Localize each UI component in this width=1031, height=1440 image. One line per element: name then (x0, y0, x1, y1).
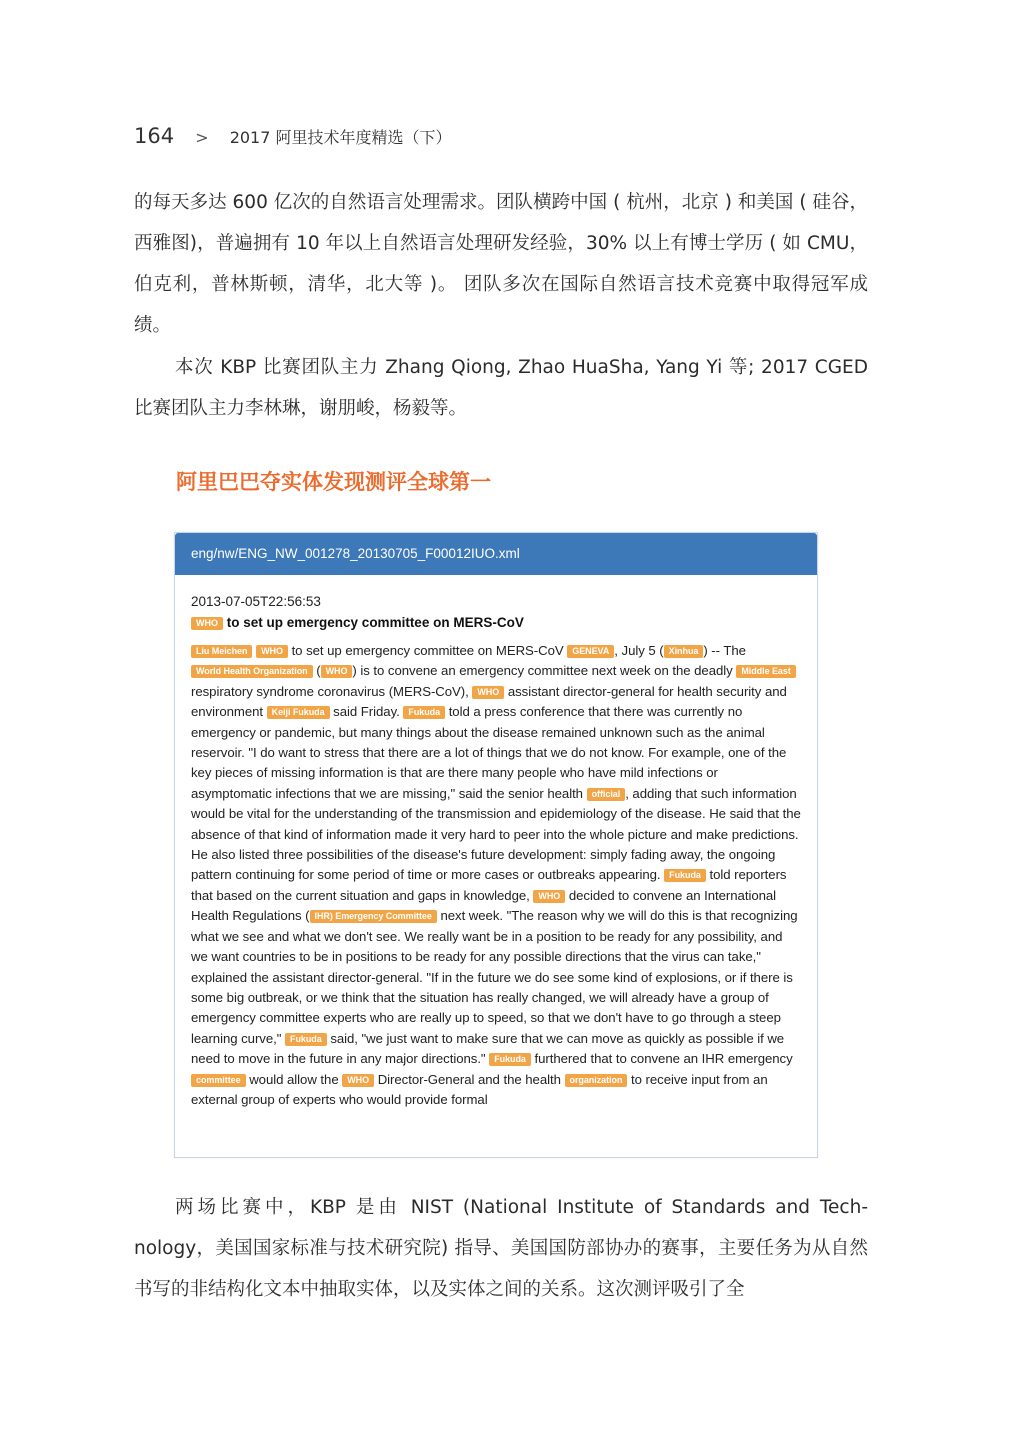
article-segment: decided to convene an International Health Regulations ( (191, 887, 777, 924)
header-separator: > (195, 128, 209, 147)
entity-tag: WHO (472, 686, 504, 699)
figure-title-text: to set up emergency committee on MERS-CoV (226, 615, 524, 630)
paragraph-team-intro: 的每天多达 600 亿次的自然语言处理需求。团队横跨中国 ( 杭州，北京 ) 和美国 ( 硅谷，西雅图)，普遍拥有 10 年以上自然语言处理研发经验，30% 以上有博士学历 ( 如 CMU，伯克利，普林斯顿，清华，北大等 )。 团队多次在国际自然语言技术竞赛中取得冠军成绩。 (134, 192, 868, 336)
article-segment: told a press conference that there was currently no emergency or pandemic, but many things about the disease remained unknown such as the animal reservoir. "I do want to stress that there are a lot of things that we do not know. For example, one of the key pieces of missing information is that are there many people who have mild infections or asymptomatic infections that we are missing," said the senior health (191, 704, 787, 801)
article-segment: furthered that to convene an IHR emergency (530, 1051, 793, 1067)
article-segment: ( (312, 663, 321, 679)
figure-article-text (191, 641, 801, 1110)
entity-tag: WHO (533, 890, 565, 903)
figure-title (191, 613, 801, 633)
entity-tag: WHO (256, 645, 288, 658)
article-segment: Director-General and the health (374, 1071, 565, 1087)
entity-tag: Fukuda (285, 1033, 327, 1046)
article-segment: , adding that such information would be vital for the understanding of the transmission and epidemiology of the disease. He said that the absence of that kind of information made it very hard to peer into the whole picture and make predictions. He also listed three possibilities of the disease's future development: simply fading away, the ongoing pattern continuing for some period of time or more cases or outbreaks appearing. (191, 785, 801, 883)
article-segment: , July 5 ( (614, 643, 664, 658)
article-segment: ) is to convene an emergency committee next week on the deadly (352, 663, 737, 679)
entity-tag: Xinhua (664, 645, 704, 658)
page-number: 164 (134, 124, 175, 148)
entity-tag: Fukuda (489, 1053, 531, 1066)
entity-tag: WHO (191, 617, 223, 630)
entity-tag: committee (191, 1074, 246, 1087)
entity-tag: Fukuda (403, 706, 445, 719)
entity-discovery-figure (174, 532, 818, 1158)
article-segment: next week. "The reason why we will do this is that recognizing what we see and what we don't see. We really want be in a position to be ready for any possibility, and we want countries to be in positions to be ready for any possible directions that the virus can take," explained the assistant director-general. "If in the future we do see some kind of explosions, or if there is some big outbreak, or we think that the situation has really changed, we will already have a group of emergency committee experts who are really up to speed, so that we don't have to go through a steep learning curve," (191, 908, 798, 1046)
article-segment: respiratory syndrome coronavirus (MERS-CoV), (191, 683, 473, 699)
article-segment: would allow the (245, 1071, 343, 1087)
section-title: 阿里巴巴夺实体发现测评全球第一 (176, 470, 491, 494)
article-segment: ) -- The (703, 643, 746, 658)
article-segment: said, "we just want to make sure that we can move as quickly as possible if we need to move in the future in any major directions." (191, 1030, 785, 1067)
entity-tag: Liu Meichen (191, 645, 252, 658)
paragraph-competitions: 两场比赛中，KBP 是由 NIST (National Institute of Standards and Tech-nology，美国国家标准与技术研究院) 指导、美国国防部协办的赛事，主要任务为从自然书写的非结构化文本中抽取实体，以及实体之间的关系。这次测评吸引了全 (134, 1197, 868, 1300)
entity-tag: Keiji Fukuda (267, 706, 330, 719)
figure-date: 2013-07-05T22:56:53 (191, 594, 321, 609)
article-segment: said Friday. (329, 704, 404, 720)
figure-file-path: eng/nw/ENG_NW_001278_20130705_F00012IUO.xml (175, 533, 817, 575)
entity-tag: Middle East (736, 665, 795, 678)
book-title: 2017 阿里技术年度精选（下） (229, 128, 452, 147)
article-segment: assistant director-general for health security and environment (191, 683, 787, 720)
article-segment: told reporters that based on the current situation and gaps in knowledge, (191, 867, 787, 903)
entity-tag: IHR) Emergency Committee (310, 910, 437, 923)
paragraph-team-members: 本次 KBP 比赛团队主力 Zhang Qiong, Zhao HuaSha, Yang Yi 等; 2017 CGED 比赛团队主力李林琳，谢朋峻，杨毅等。 (134, 357, 868, 419)
entity-tag: Fukuda (664, 869, 706, 882)
entity-tag: WHO (321, 665, 353, 678)
page-header (134, 124, 452, 148)
entity-tag: WHO (342, 1074, 374, 1087)
article-segment: to set up emergency committee on MERS-CoV (287, 643, 568, 658)
entity-tag: GENEVA (567, 645, 614, 658)
entity-tag: World Health Organization (191, 665, 313, 678)
article-segment: to receive input from an external group of experts who would provide formal (191, 1071, 768, 1107)
entity-tag: organization (565, 1074, 628, 1087)
entity-tag: official (587, 788, 626, 801)
